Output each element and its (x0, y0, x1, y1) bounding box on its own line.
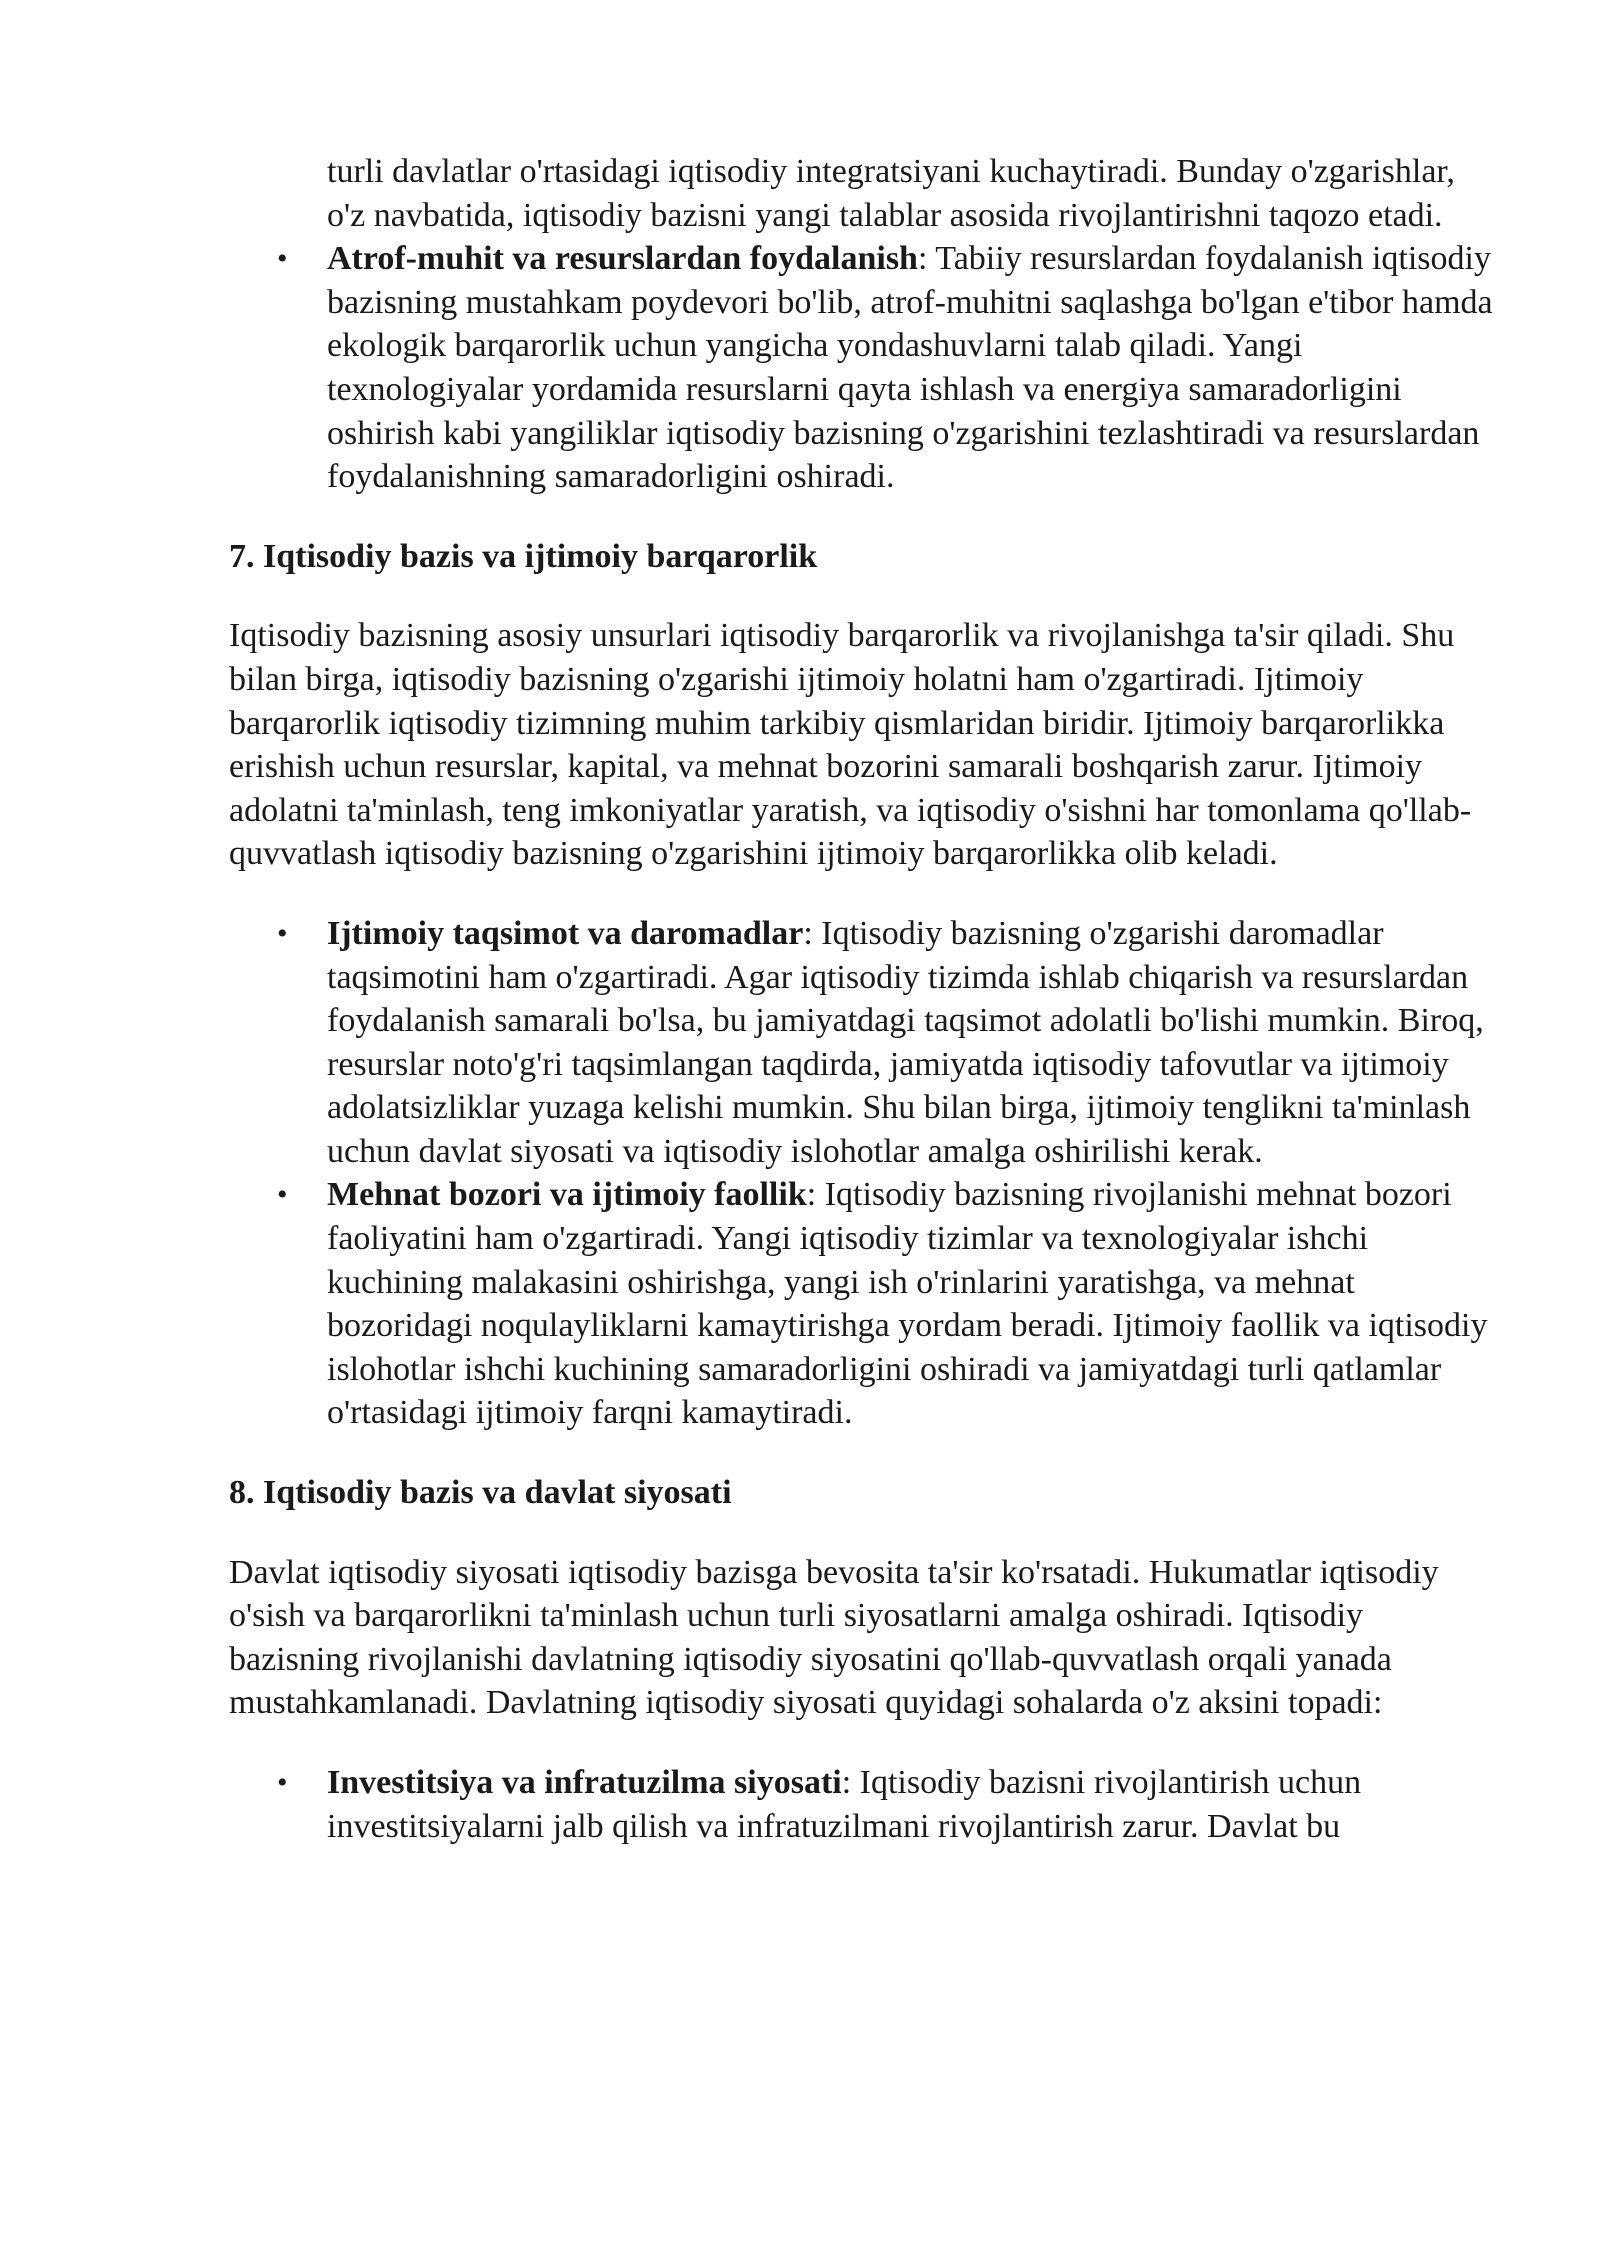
list-item-text: : Iqtisodiy bazisning o'zgarishi daromadlar taqsimotini ham o'zgartiradi. Agar iqtisodiy tizimda ishlab chiqarish va resurslardan foydalanish samarali bo'lsa, bu jamiyatdagi taqsimot adolatli bo'lishi mumkin. Biroq, resurslar noto'g'ri taqsimlangan taqdirda, jamiyatda iqtisodiy tafovutlar va ijtimoiy adolatsizliklar yuzaga kelishi mumkin. Shu bilan birga, ijtimoiy tenglikni ta'minlash uchun davlat siyosati va iqtisodiy islohotlar amalga oshirilishi kerak. (327, 914, 1484, 1170)
list-item-term: Mehnat bozori va ijtimoiy faollik (327, 1176, 807, 1214)
list-item (327, 1173, 1494, 1435)
list-item-term: Atrof-muhit va resurslardan foydalanish (327, 240, 918, 278)
section-7-bullet-list (229, 912, 1494, 1435)
list-item (327, 912, 1494, 1174)
intro-bullet-list (229, 150, 1494, 499)
list-item-text: : Iqtisodiy bazisning rivojlanishi mehnat bozori faoliyatini ham o'zgartiradi. Yangi iqtisodiy tizimlar va texnologiyalar ishchi kuchining malakasini oshirishga, yangi ish o'rinlarini yaratishga, va mehnat bozoridagi noqulayliklarni kamaytirishga yordam beradi. Ijtimoiy faollik va iqtisodiy islohotlar ishchi kuchining samaradorligini oshiradi va jamiyatdagi turli qatlamlar o'rtasidagi ijtimoiy farqni kamaytiradi. (327, 1176, 1488, 1432)
section-8-paragraph: Davlat iqtisodiy siyosati iqtisodiy bazisga bevosita ta'sir ko'rsatadi. Hukumatlar iqtisodiy o'sish va barqarorlikni ta'minlash uchun turli siyosatlarni amalga oshiradi. Iqtisodiy bazisning rivojlanishi davlatning iqtisodiy siyosatini qo'llab-quvvatlash orqali yanada mustahkamlanadi. Davlatning iqtisodiy siyosati quyidagi sohalarda o'z aksini topadi: (229, 1553, 1439, 1722)
list-item (327, 237, 1494, 499)
list-item-text: : Tabiiy resurslardan foydalanish iqtisodiy bazisning mustahkam poydevori bo'lib, atrof-muhitni saqlashga bo'lgan e'tibor hamda ekologik barqarorlik uchun yangicha yondashuvlarni talab qiladi. Yangi texnologiyalar yordamida resurslarni qayta ishlash va energiya samaradorligini oshirish kabi yangiliklar iqtisodiy bazisning o'zgarishini tezlashtiradi va resurslardan foydalanishning samaradorligini oshiradi. (327, 240, 1493, 496)
section-8-bullet-list (229, 1761, 1494, 1848)
document-page (229, 150, 1494, 1848)
list-item-term: Ijtimoiy taqsimot va daromadlar (327, 914, 804, 952)
list-item (327, 1761, 1494, 1848)
list-item-text: : Iqtisodiy bazisni rivojlantirish uchun investitsiyalarni jalb qilish va infratuzilmani rivojlantirish zarur. Davlat bu (327, 1764, 1362, 1845)
list-item-term: Investitsiya va infratuzilma siyosati (327, 1764, 842, 1801)
section-7-heading: 7. Iqtisodiy bazis va ijtimoiy barqarorlik (229, 537, 818, 575)
continued-list-item: turli davlatlar o'rtasidagi iqtisodiy integratsiyani kuchaytiradi. Bunday o'zgarishlar, o'z navbatida, iqtisodiy bazisni yangi talablar asosida rivojlantirishni taqozo etadi. (327, 153, 1455, 234)
section-8-heading: 8. Iqtisodiy bazis va davlat siyosati (229, 1474, 732, 1512)
section-7-paragraph: Iqtisodiy bazisning asosiy unsurlari iqtisodiy barqarorlik va rivojlanishga ta'sir qiladi. Shu bilan birga, iqtisodiy bazisning o'zgarishi ijtimoiy holatni ham o'zgartiradi. Ijtimoiy barqarorlik iqtisodiy tizimning muhim tarkibiy qismlaridan biridir. Ijtimoiy barqarorlikka erishish uchun resurslar, kapital, va mehnat bozorini samarali boshqarish zarur. Ijtimoiy adolatni ta'minlash, teng imkoniyatlar yaratish, va iqtisodiy o'sishni har tomonlama qo'llab-quvvatlash iqtisodiy bazisning o'zgarishini ijtimoiy barqarorlikka olib keladi. (229, 617, 1472, 873)
